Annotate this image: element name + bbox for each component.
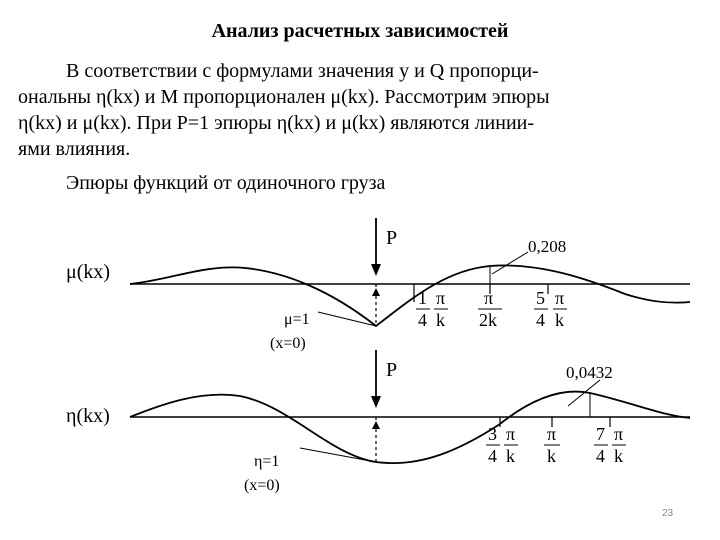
eta-diagram bbox=[66, 350, 690, 494]
mu-ordinate-arrow-icon bbox=[372, 288, 380, 296]
mu-origin-value: μ=1 bbox=[284, 311, 310, 328]
eta-tick1-den: 4 bbox=[488, 446, 497, 466]
mu-diagram bbox=[66, 218, 690, 352]
mu-tick2-pi: π bbox=[484, 288, 494, 308]
eta-tick1-pi: π bbox=[506, 424, 516, 444]
mu-load-arrow-icon bbox=[371, 264, 381, 276]
eta-tick2-k: k bbox=[547, 446, 556, 466]
eta-tick3-num: 7 bbox=[596, 424, 605, 444]
eta-tick1-num: 3 bbox=[488, 424, 497, 444]
eta-function-label: η(kx) bbox=[66, 405, 110, 427]
mu-tick1-pi: π bbox=[436, 288, 446, 308]
eta-origin-x: (x=0) bbox=[244, 477, 280, 494]
eta-tick3-k: k bbox=[614, 446, 623, 466]
mu-load-label: P bbox=[386, 227, 398, 249]
mu-curve bbox=[130, 265, 690, 326]
mu-origin-x: (x=0) bbox=[270, 335, 306, 352]
slide-title: Анализ расчетных зависимостей bbox=[211, 20, 509, 42]
eta-peak-value: 0,0432 bbox=[566, 363, 613, 382]
influence-lines-diagram bbox=[0, 210, 720, 510]
paragraph-line-1: В соответствии с формулами значения у и Q пропорци- bbox=[66, 60, 539, 82]
mu-tick3-den: 4 bbox=[536, 310, 545, 330]
mu-tick3-pi: π bbox=[555, 288, 565, 308]
eta-ordinate-arrow-icon bbox=[372, 421, 380, 429]
eta-load-arrow-icon bbox=[371, 396, 381, 408]
eta-tick3-pi: π bbox=[614, 424, 624, 444]
paragraph-line-2: ональны η(kx) и M пропорционален μ(kx). Рассмотрим эпюры bbox=[18, 86, 550, 108]
paragraph-line-3: η(kx) и μ(kx). При P=1 эпюры η(kx) и μ(kx) являются линии- bbox=[18, 112, 535, 134]
paragraph-line-4: ями влияния. bbox=[18, 138, 131, 160]
mu-tick2-den: 2k bbox=[479, 310, 497, 330]
mu-function-label: μ(kx) bbox=[66, 261, 111, 283]
mu-tick3-num: 5 bbox=[536, 288, 545, 308]
eta-origin-value: η=1 bbox=[254, 453, 280, 470]
eta-curve bbox=[130, 392, 690, 464]
page-number: 23 bbox=[662, 508, 674, 519]
mu-tick3-k: k bbox=[555, 310, 564, 330]
mu-peak-leader bbox=[492, 252, 528, 274]
mu-peak-value: 0,208 bbox=[528, 237, 567, 256]
mu-tick1-k: k bbox=[436, 310, 445, 330]
eta-peak-leader bbox=[568, 380, 600, 406]
eta-origin-leader bbox=[300, 448, 376, 462]
mu-tick1-den: 4 bbox=[418, 310, 427, 330]
mu-tick1-num: 1 bbox=[418, 288, 427, 308]
eta-load-label: P bbox=[386, 359, 398, 381]
eta-tick1-k: k bbox=[506, 446, 515, 466]
paragraph-line-5: Эпюры функций от одиночного груза bbox=[66, 172, 386, 194]
eta-tick2-pi: π bbox=[547, 424, 557, 444]
eta-tick3-den: 4 bbox=[596, 446, 605, 466]
